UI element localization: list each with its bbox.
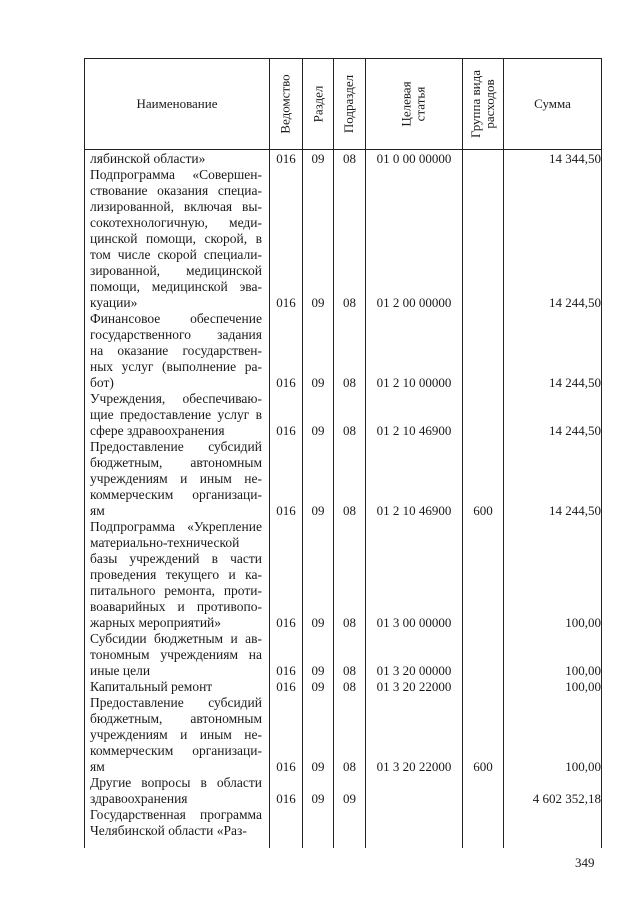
row-summa: 14 344,50 [549, 151, 601, 166]
row-razdel: 09 [311, 423, 325, 438]
col-line-raz [302, 58, 303, 848]
row-name-line: бот) [90, 375, 114, 390]
header-vedomstvo: Ведомство [278, 74, 293, 134]
row-name-line: щие предоставление услуг в [90, 407, 262, 422]
row-name-line: Государственная программа [90, 807, 262, 822]
row-name-line: базы учреждений в части [90, 551, 262, 566]
row-summa: 14 244,50 [549, 423, 601, 438]
row-razdel: 09 [311, 679, 325, 694]
row-name-line: учреждениям и иным не- [90, 727, 262, 742]
row-vedomstvo: 016 [276, 759, 296, 774]
row-name-line: бюджетным, автономным [90, 455, 262, 470]
col-line-grp [462, 58, 463, 848]
row-vedomstvo: 016 [276, 423, 296, 438]
row-name-line: цинской помощи, скорой, в [90, 231, 262, 246]
row-razdel: 09 [311, 151, 325, 166]
row-podrazdel: 08 [343, 503, 356, 518]
row-name-line: жарных мероприятий» [90, 615, 222, 630]
row-name-line: Учреждения, обеспечиваю- [90, 391, 262, 406]
row-name-line: здравоохранения [90, 791, 188, 806]
row-name-line: лябинской области» [90, 151, 206, 166]
row-name-line: Предоставление субсидий [90, 439, 262, 454]
row-summa: 100,00 [565, 663, 601, 678]
row-vedomstvo: 016 [276, 791, 296, 806]
row-podrazdel: 08 [343, 679, 356, 694]
header-summa: Сумма [534, 96, 571, 111]
row-razdel: 09 [311, 663, 325, 678]
row-podrazdel: 08 [343, 615, 356, 630]
row-podrazdel: 08 [343, 151, 356, 166]
row-name-line: Подпрограмма «Совершен- [90, 167, 262, 182]
row-celevaya-statya: 01 2 10 46900 [376, 423, 452, 438]
row-vedomstvo: 016 [276, 151, 296, 166]
row-name-line: ям [90, 759, 105, 774]
row-name-line: сфере здравоохранения [90, 423, 225, 438]
row-name-line: куации» [90, 295, 138, 310]
row-vedomstvo: 016 [276, 375, 296, 390]
header-celevaya-statya: Целевая статья [398, 81, 428, 127]
row-name-line: иные цели [90, 663, 151, 678]
row-name-line: ствование оказания специа- [90, 183, 262, 198]
row-name-line: ям [90, 503, 105, 518]
row-name-line: бюджетным, автономным [90, 711, 262, 726]
row-name-line: лизированной, включая вы- [90, 199, 262, 214]
row-name-line: Капитальный ремонт [90, 679, 213, 694]
row-razdel: 09 [311, 759, 325, 774]
col-line-right [601, 58, 602, 848]
row-name-line: ных услуг (выполнение ра- [90, 359, 262, 374]
row-vedomstvo: 016 [276, 615, 296, 630]
col-line-cel [365, 58, 366, 848]
row-name-line: Субсидии бюджетным и ав- [90, 631, 262, 646]
row-summa: 100,00 [565, 759, 601, 774]
row-name-line: Другие вопросы в области [90, 775, 262, 790]
row-celevaya-statya: 01 2 10 46900 [376, 503, 452, 518]
row-name-line: Подпрограмма «Укрепление [90, 519, 262, 534]
header-razdel: Раздел [310, 85, 325, 123]
row-summa: 14 244,50 [549, 295, 601, 310]
row-podrazdel: 08 [343, 423, 356, 438]
page-number: 349 [575, 855, 595, 870]
row-celevaya-statya: 01 2 10 00000 [376, 375, 452, 390]
header-podrazdel: Подраздел [341, 74, 357, 134]
row-name-line: зированной, медицинской [90, 263, 262, 278]
row-summa: 14 244,50 [549, 375, 601, 390]
row-name-line: коммерческим организаци- [90, 743, 262, 758]
header-gruppa-vida-rashodov: Группа вида расходов [468, 70, 498, 138]
row-celevaya-statya: 01 3 20 22000 [376, 759, 452, 774]
row-summa: 14 244,50 [549, 503, 601, 518]
col-line-pod [333, 58, 334, 848]
row-celevaya-statya: 01 0 00 00000 [376, 151, 452, 166]
row-summa: 4 602 352,18 [532, 791, 601, 806]
row-name-line: помощи, медицинской эва- [90, 279, 262, 294]
header-name: Наименование [136, 96, 218, 111]
row-podrazdel: 08 [343, 759, 356, 774]
row-vedomstvo: 016 [276, 679, 296, 694]
row-name-line: Предоставление субсидий [90, 695, 262, 710]
row-name-line: государственного задания [90, 327, 262, 342]
row-celevaya-statya: 01 3 00 00000 [376, 615, 452, 630]
row-razdel: 09 [311, 615, 325, 630]
row-razdel: 09 [311, 295, 325, 310]
row-name-line: сокотехнологичную, меди- [90, 215, 262, 230]
row-name-line: проведения текущего и ка- [90, 567, 262, 582]
row-razdel: 09 [311, 375, 325, 390]
row-summa: 100,00 [565, 615, 601, 630]
row-podrazdel: 08 [343, 375, 356, 390]
col-line-left [84, 58, 85, 848]
row-razdel: 09 [311, 503, 325, 518]
row-celevaya-statya: 01 3 20 00000 [376, 663, 452, 678]
col-line-sum [503, 58, 504, 848]
row-celevaya-statya: 01 2 00 00000 [376, 295, 452, 310]
row-summa: 100,00 [565, 679, 601, 694]
row-vedomstvo: 016 [276, 503, 296, 518]
header-bottom-border [84, 149, 602, 150]
row-gruppa: 600 [473, 759, 493, 774]
row-gruppa: 600 [473, 503, 493, 518]
row-name-line: том числе скорой специали- [90, 247, 262, 262]
row-podrazdel: 08 [343, 295, 356, 310]
row-podrazdel: 09 [343, 791, 356, 806]
row-name-line: учреждениям и иным не- [90, 471, 262, 486]
row-podrazdel: 08 [343, 663, 356, 678]
row-name-line: материально-технической [90, 535, 240, 550]
row-vedomstvo: 016 [276, 663, 296, 678]
row-name-line: Финансовое обеспечение [90, 311, 262, 326]
row-name-line: Челябинской области «Раз- [90, 823, 247, 838]
row-name-line: на оказание государствен- [90, 343, 262, 358]
row-name-line: коммерческим организаци- [90, 487, 262, 502]
row-razdel: 09 [311, 791, 325, 806]
row-vedomstvo: 016 [276, 295, 296, 310]
row-name-line: питального ремонта, проти- [90, 583, 262, 598]
col-line-ved [269, 58, 270, 848]
row-name-line: воаварийных и противопо- [90, 599, 262, 614]
row-name-line: тономным учреждениям на [90, 647, 262, 662]
row-celevaya-statya: 01 3 20 22000 [376, 679, 452, 694]
